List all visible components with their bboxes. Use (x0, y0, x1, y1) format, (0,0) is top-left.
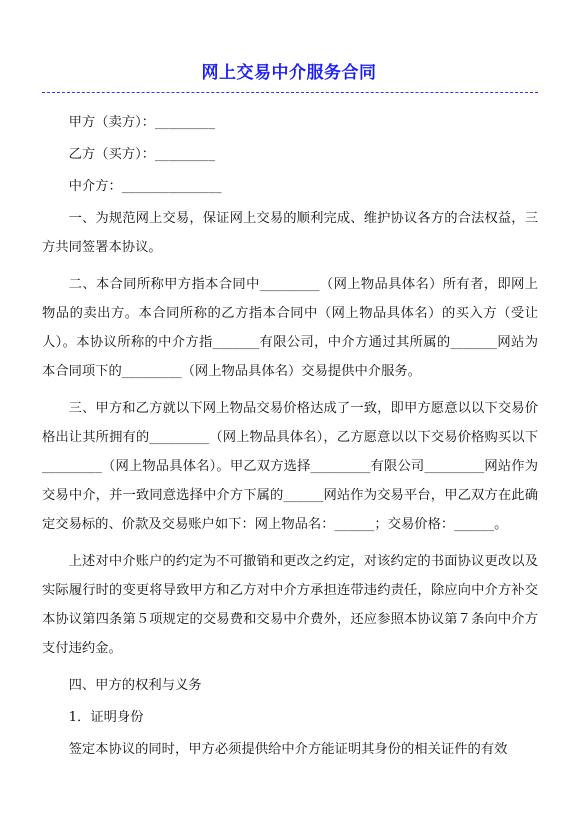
title-divider (42, 92, 538, 93)
paragraph-transaction: 三、甲方和乙方就以下网上物品交易价格达成了一致，即甲方愿意以以下交易价格出让其所拥有的_________（网上物品具体名），乙方愿意以以下交易价格购买以下_________（网上物品具体名）。甲乙双方选择_________有限公司_________网站作为交易中介，并一致同意选择中介方下属的______网站作为交易平台，甲乙双方在此确定交易标的、价款及交易账户如下：网上物品名：______；交易价格：______。 (42, 401, 538, 532)
paragraph-irrevocable: 上述对中介账户的约定为不可撤销和更改之约定，对该约定的书面协议更改以及实际履行时的变更将导致甲方和乙方对中介方承担连带违约责任，除应向中介方补交本协议第四条第５项规定的交易费和交易中介费外，还应参照本协议第７条向中介方支付违约金。 (42, 554, 538, 656)
clause-heading: 1．证明身份 (68, 710, 144, 725)
paragraph-purpose: 一、为规范网上交易，保证网上交易的顺利完成、维护协议各方的合法权益，三方共同签署本协议。 (42, 211, 538, 255)
intermediary-line: 中介方：_______________ (68, 179, 222, 194)
document-title: 网上交易中介服务合同 (201, 63, 377, 83)
paragraph-definitions: 二、本合同所称甲方指本合同中_________（网上物品具体名）所有者，即网上物品的卖出方。本合同所称的乙方指本合同中（网上物品具体名）的买入方（受让人）。本协议所称的中介方指_______有限公司，中介方通过其所属的_______网站为本合同项下的_________（网上物品具体名）交易提供中介服务。 (42, 277, 538, 379)
clause-text: 签定本协议的同时，甲方必须提供给中介方能证明其身份的相关证件的有效 (68, 742, 508, 757)
party-b-line: 乙方（买方）：_________ (68, 147, 215, 162)
contract-body (42, 108, 538, 767)
party-a-line: 甲方（卖方）：_________ (68, 115, 215, 130)
section-heading: 四、甲方的权利与义务 (68, 678, 202, 693)
